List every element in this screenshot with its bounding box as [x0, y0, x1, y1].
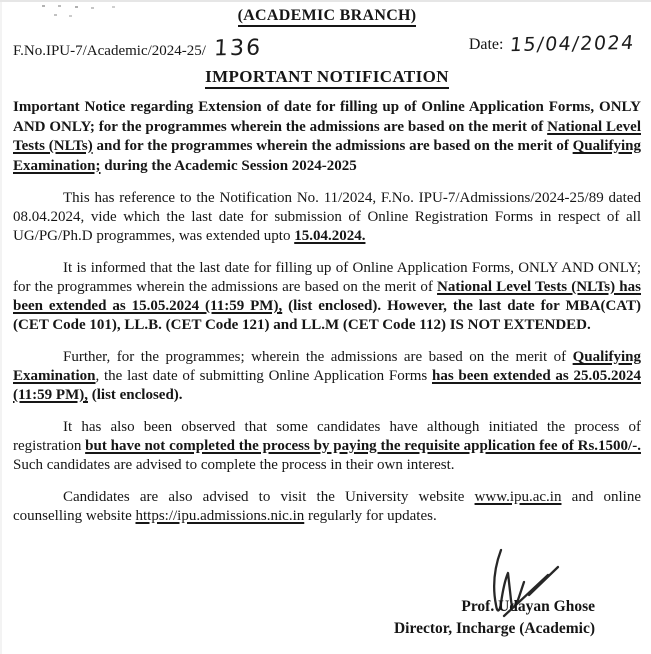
branch-heading-text: (ACADEMIC BRANCH): [238, 7, 417, 27]
text-run: (list enclosed). However, the last date for MBA(CAT) (CET Code 101), LL.B. (CET Code 121) and LL.M (CET Code 112) IS NOT EXTENDED.: [13, 298, 641, 333]
paragraph-subject-notice: [13, 98, 641, 176]
date-label: Date:: [468, 36, 504, 53]
date-field: [468, 31, 637, 57]
text-run: but have not completed the process by paying the requisite application fee of Rs.1500/-.: [85, 438, 641, 454]
branch-heading: [13, 7, 641, 25]
text-run: It is informed that the last date for filling up of Online Application Forms, ONLY AND ONLY; for the programmes wherein the admissions are based on the merit of: [13, 260, 641, 295]
text-run: has been extended as 25.05.2024 (11:59 PM),: [13, 368, 641, 403]
text-run: Qualifying Examination: [13, 349, 641, 384]
file-number: [13, 34, 262, 60]
notification-title-text: IMPORTANT NOTIFICATION: [205, 67, 449, 89]
text-run: and for the programmes wherein the admissions are based on the merit of: [92, 138, 573, 154]
file-number-label: F.No.IPU-7/Academic/2024-25/: [13, 43, 206, 59]
signatory-designation: Director, Incharge (Academic): [393, 619, 595, 637]
admissions-website-link[interactable]: https://ipu.admissions.nic.in: [135, 508, 305, 524]
text-run: National Level Tests (NLTs) has been extended as 15.05.2024 (11:59 PM),: [13, 279, 641, 314]
text-run: Candidates are also advised to visit the University website: [63, 489, 475, 505]
paragraph-qualifying-extension: [13, 348, 641, 405]
text-run: This has reference to the Notification No. 11/2024, F.No. IPU-7/Admissions/2024-25/89 dated 08.04.2024, vide which the last date for submission of Online Registration Forms in respect of all UG/PG/Ph.D programmes, was extended upto: [13, 190, 641, 244]
text-run: Such candidates are advised to complete the process in their own interest.: [13, 457, 455, 473]
text-run: during the Academic Session 2024-2025: [100, 157, 357, 174]
paragraph-reference: [13, 189, 641, 246]
text-run: (list enclosed).: [87, 387, 183, 403]
text-run: It has also been observed that some candidates have although initiated the process of registration: [13, 419, 641, 454]
text-run: Important Notice regarding Extension of date for filling up of Online Application Forms, ONLY AND ONLY; for the programmes wherein the admissions are based on the merit of: [13, 99, 641, 135]
ipu-website-link[interactable]: www.ipu.ac.in: [474, 489, 562, 505]
paragraph-nlt-extension: [13, 259, 641, 335]
text-run: 15.04.2024.: [294, 228, 366, 244]
text-run: and online counselling website: [13, 489, 641, 524]
text-run: , the last date of submitting Online Application Forms: [95, 368, 432, 384]
text-run: Qualifying Examination;: [13, 138, 641, 174]
text-run: National Level Tests (NLTs): [13, 118, 641, 154]
file-number-handwritten: 136: [213, 35, 263, 62]
scan-speckles: [42, 5, 45, 7]
file-date-row: [13, 31, 641, 62]
notification-title: [13, 67, 641, 87]
text-run: regularly for updates.: [304, 508, 437, 524]
date-handwritten: 15/04/2024: [509, 31, 637, 57]
signature-block: [394, 596, 595, 639]
paragraph-website-advisory: [13, 488, 641, 526]
signatory-name: Prof. Udayan Ghose: [461, 598, 595, 615]
paragraph-fee-observation: [13, 418, 641, 475]
text-run: Further, for the programmes; wherein the admissions are based on the merit of: [63, 349, 573, 365]
